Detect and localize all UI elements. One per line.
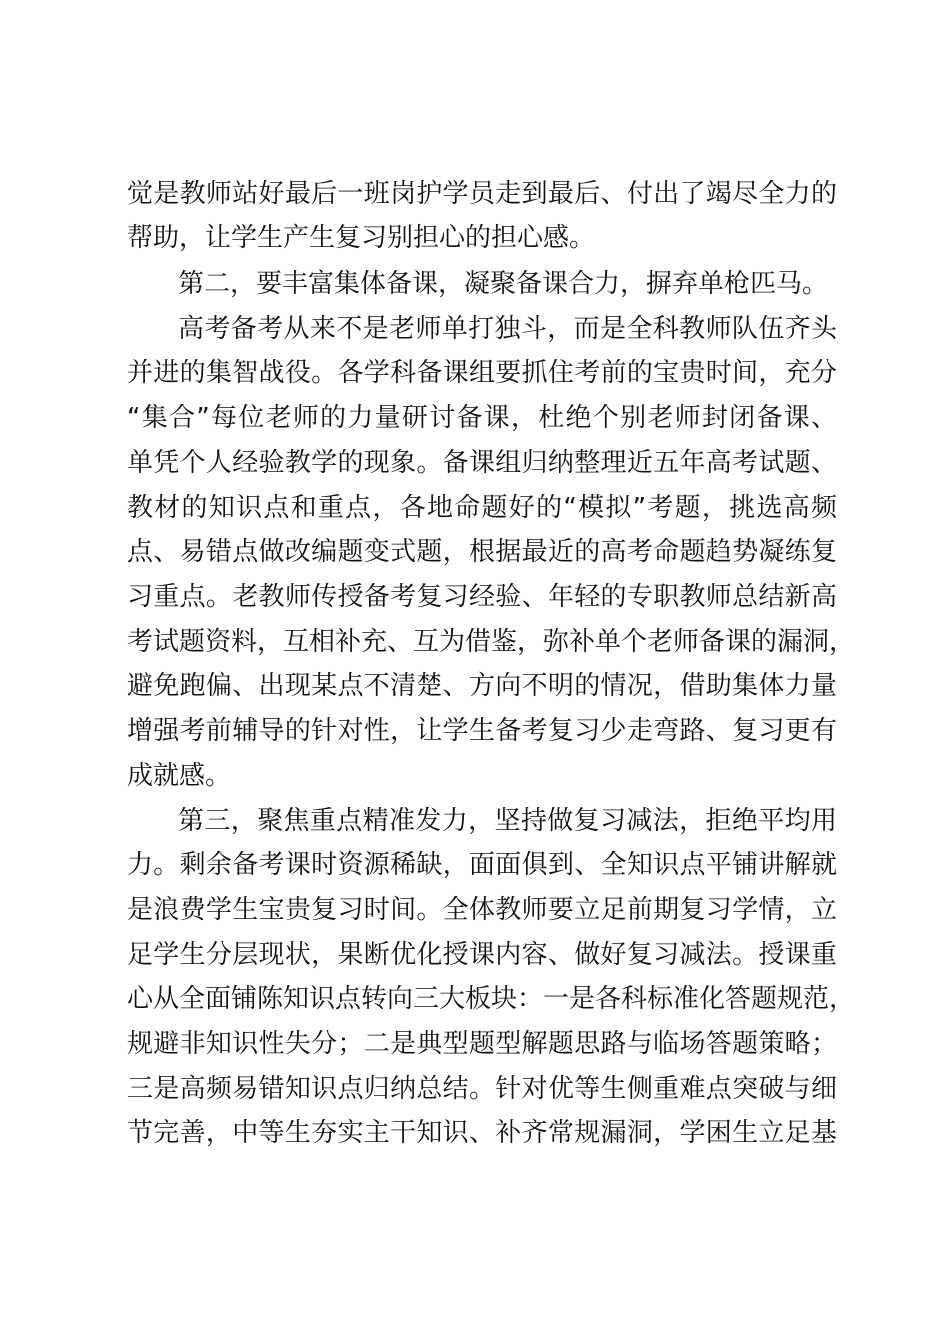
text-line-7: 单凭个人经验教学的现象。备课组归纳整理近五年高考试题、	[127, 448, 837, 478]
text-line-16: 力。剩余备考课时资源稀缺，面面俱到、全知识点平铺讲解就	[127, 850, 837, 880]
text-line-18: 足学生分层现状，果断优化授课内容、做好复习减法。授课重	[127, 940, 837, 970]
text-line-9: 点、易错点做改编题变式题，根据最近的高考命题趋势凝练复	[127, 537, 837, 567]
text-line-13: 增强考前辅导的针对性，让学生备考复习少走弯路、复习更有	[127, 716, 837, 746]
text-line-15: 第三，聚焦重点精准发力，坚持做复习减法，拒绝平均用	[178, 806, 837, 836]
text-line-3: 第二，要丰富集体备课，凝聚备课合力，摒弃单枪匹马。	[178, 269, 829, 299]
text-line-21: 三是高频易错知识点归纳总结。针对优等生侧重难点突破与细	[127, 1074, 837, 1104]
text-line-22: 节完善，中等生夯实主干知识、补齐常规漏洞，学困生立足基	[127, 1118, 837, 1148]
text-line-12: 避免跑偏、出现某点不清楚、方向不明的情况，借助集体力量	[127, 671, 837, 701]
text-line-14: 成就感。	[127, 761, 232, 791]
text-line-8: 教材的知识点和重点，各地命题好的“模拟”考题，挑选高频	[127, 493, 837, 523]
text-line-5: 并进的集智战役。各学科备课组要抓住考前的宝贵时间，充分	[127, 358, 837, 388]
text-line-11: 考试题资料，互相补充、互为借鉴，弥补单个老师备课的漏洞，	[127, 627, 856, 657]
text-line-10: 习重点。老教师传授备考复习经验、年轻的专职教师总结新高	[127, 582, 837, 612]
text-line-2: 帮助，让学生产生复习别担心的担心感。	[127, 223, 596, 253]
text-line-19: 心从全面铺陈知识点转向三大板块：一是各科标准化答题规范，	[127, 984, 856, 1014]
text-line-6: “集合”每位老师的力量研讨备课，杜绝个别老师封闭备课、	[127, 403, 837, 433]
text-line-4: 高考备考从来不是老师单打独斗，而是全科教师队伍齐头	[178, 314, 837, 344]
text-line-17: 是浪费学生宝贵复习时间。全体教师要立足前期复习学情，立	[127, 895, 837, 925]
text-line-1: 觉是教师站好最后一班岗护学员走到最后、付出了竭尽全力的	[127, 179, 837, 209]
text-line-20: 规避非知识性失分；二是典型题型解题思路与临场答题策略；	[127, 1029, 837, 1059]
